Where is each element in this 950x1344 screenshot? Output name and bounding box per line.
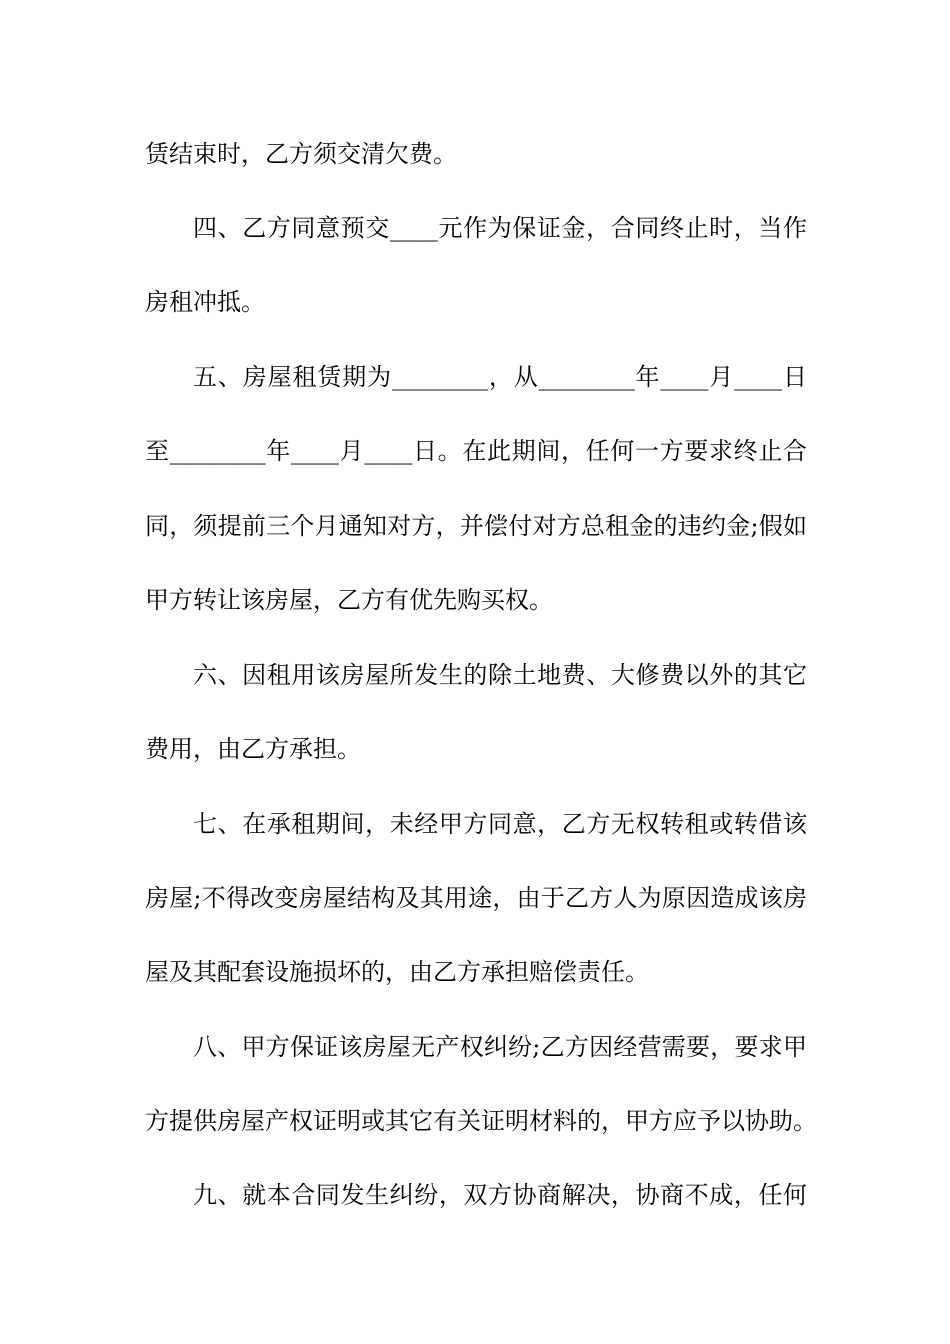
text-line: 房租冲抵。 (145, 288, 265, 316)
text-line: 四、乙方同意预交____元作为保证金，合同终止时，当作 (193, 214, 807, 242)
text-line: 八、甲方保证该房屋无产权纠纷;乙方因经营需要，要求甲 (193, 1033, 807, 1061)
text-line: 甲方转让该房屋，乙方有优先购买权。 (145, 586, 553, 614)
text-line: 五、房屋租赁期为________，从________年____月____日 (193, 363, 807, 391)
text-line: 同，须提前三个月通知对方，并偿付对方总租金的违约金;假如 (145, 512, 807, 540)
text-line: 九、就本合同发生纠纷，双方协商解决，协商不成，任何 (193, 1181, 807, 1209)
text-line: 费用，由乙方承担。 (145, 735, 361, 763)
text-line: 屋及其配套设施损坏的，由乙方承担赔偿责任。 (145, 958, 649, 986)
text-line: 房屋;不得改变房屋结构及其用途，由于乙方人为原因造成该房 (145, 884, 807, 912)
text-line: 赁结束时，乙方须交清欠费。 (145, 140, 457, 168)
text-line: 方提供房屋产权证明或其它有关证明材料的，甲方应予以协助。 (145, 1107, 817, 1135)
text-line: 七、在承租期间，未经甲方同意，乙方无权转租或转借该 (193, 810, 807, 838)
text-line: 六、因租用该房屋所发生的除土地费、大修费以外的其它 (193, 661, 807, 689)
text-line: 至________年____月____日。在此期间，任何一方要求终止合 (145, 437, 807, 465)
